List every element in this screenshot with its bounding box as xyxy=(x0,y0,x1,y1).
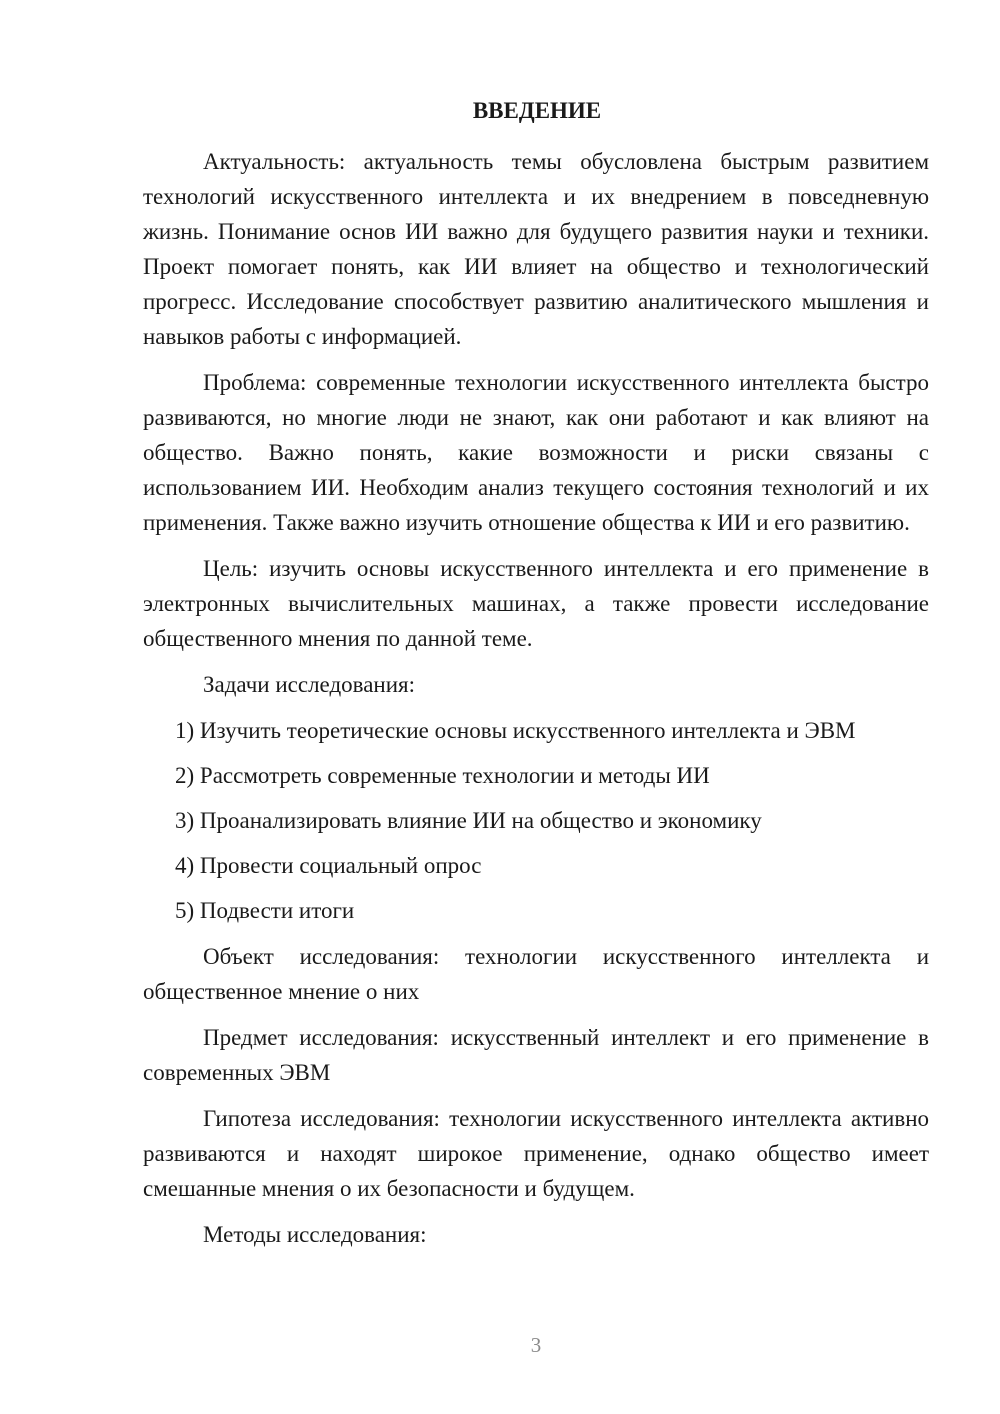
list-item: 4) Провести социальный опрос xyxy=(175,853,482,878)
list-item: 1) Изучить теоретические основы искусственного интеллекта и ЭВМ xyxy=(175,718,856,743)
tasks-list xyxy=(143,713,929,928)
object-paragraph: Объект исследования: технологии искусственного интеллекта и общественное мнение о них xyxy=(143,944,929,1004)
list-item: 2) Рассмотреть современные технологии и методы ИИ xyxy=(175,763,710,788)
methods-heading: Методы исследования: xyxy=(203,1222,427,1247)
problem-paragraph: Проблема: современные технологии искусственного интеллекта быстро развиваются, но многие люди не знают, как они работают и как влияют на общество. Важно понять, какие возможности и риски связаны с использованием ИИ. Необходим анализ текущего состояния технологий и их применения. Также важно изучить отношение общества к ИИ и его развитию. xyxy=(143,370,929,535)
hypothesis-paragraph: Гипотеза исследования: технологии искусственного интеллекта активно развиваются и находят широкое применение, однако общество имеет смешанные мнения о их безопасности и будущем. xyxy=(143,1106,929,1201)
goal-paragraph: Цель: изучить основы искусственного интеллекта и его применение в электронных вычислительных машинах, а также провести исследование общественного мнения по данной теме. xyxy=(143,556,929,651)
section-title: ВВЕДЕНИЕ xyxy=(472,98,602,123)
tasks-heading: Задачи исследования: xyxy=(203,672,416,697)
list-item: 3) Проанализировать влияние ИИ на общество и экономику xyxy=(175,808,762,833)
relevance-paragraph: Актуальность: актуальность темы обусловлена быстрым развитием технологий искусственного интеллекта и их внедрением в повседневную жизнь. Понимание основ ИИ важно для будущего развития науки и техники. Проект помогает понять, как ИИ влияет на общество и технологический прогресс. Исследование способствует развитию аналитического мышления и навыков работы с информацией. xyxy=(143,149,929,349)
page-content xyxy=(143,96,929,1263)
list-item: 5) Подвести итоги xyxy=(175,898,355,923)
page-number: 3 xyxy=(530,1333,542,1357)
subject-paragraph: Предмет исследования: искусственный интеллект и его применение в современных ЭВМ xyxy=(143,1025,929,1085)
